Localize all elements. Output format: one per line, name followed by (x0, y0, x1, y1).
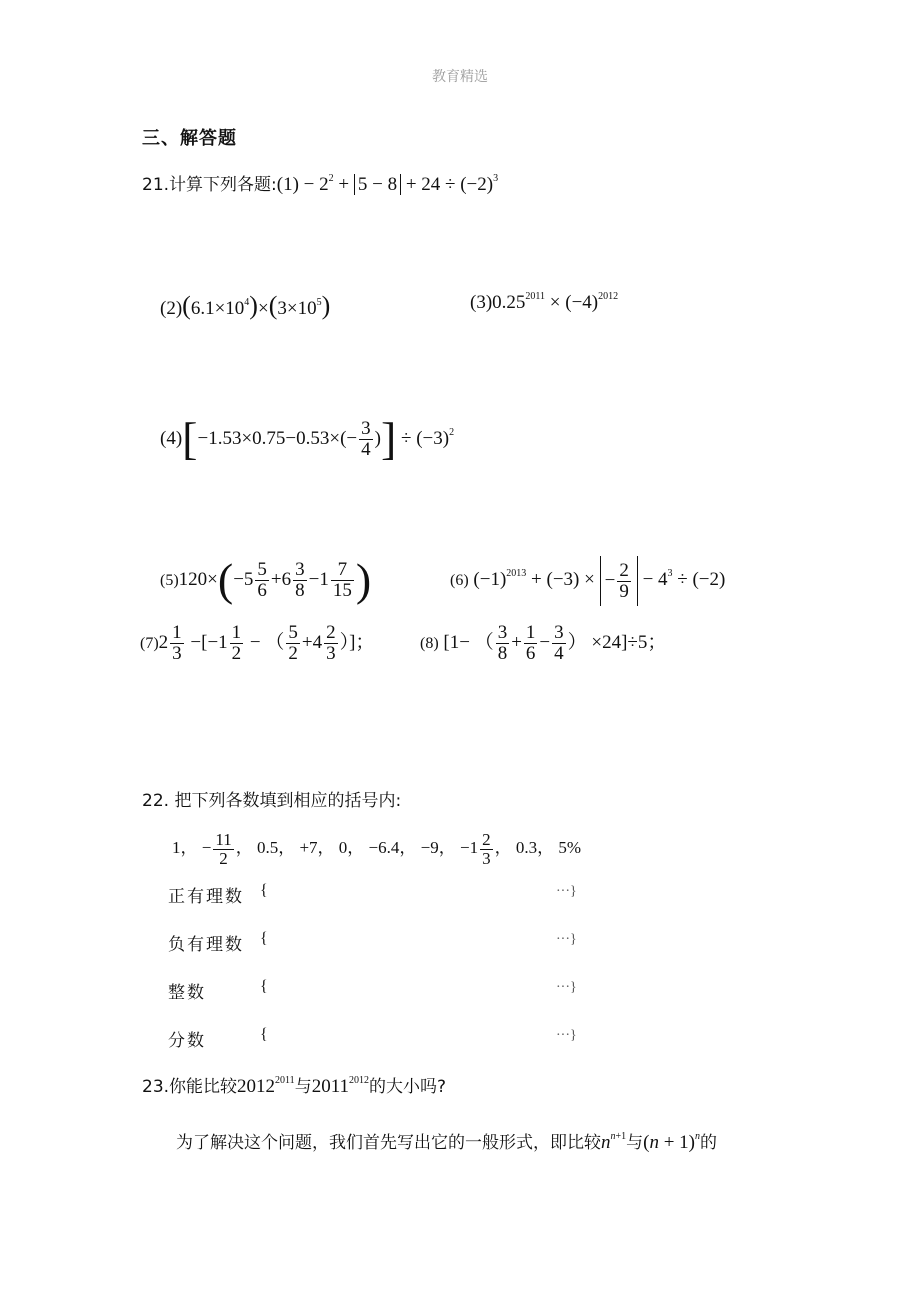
q22-row-negative (168, 930, 588, 955)
q21-p3 (470, 292, 618, 314)
q21-p7-label: (7) (140, 635, 159, 652)
q23-expr-d: $(n + 1)^n$ (643, 1131, 701, 1153)
q23-expr-c: $n^{n+1}$ (601, 1131, 627, 1153)
q23-title-a: 23.你能比较 (142, 1077, 238, 1097)
q21-p8-expression: [1− （ $\frac{3}{8}$ + $\frac{1}{6}$ − $\frac{3}{4}$ ） ×24]÷5； (438, 622, 667, 665)
q21-p8 (420, 618, 666, 668)
q21-p6-expression: $(-1)^{2013} + (-3)$ × − $\frac{2}{9}$ − $4^3 \div (-2)$ (469, 569, 726, 590)
q22-open-brace: { (260, 882, 268, 899)
q22-open-brace: { (260, 1026, 268, 1043)
q21-p7-expression: 2 $\frac{1}{3}$ −[−1 $\frac{1}{2}$ − （ $\frac{5}{2}$ +4 $\frac{2}{3}$ ）]； (158, 622, 375, 665)
q23-expr-b: $2011^{2012}$ (311, 1075, 369, 1097)
q23-expr-a: $2012^{2011}$ (237, 1075, 295, 1097)
q23-text-a: 为了解决这个问题，我们首先写出它的一般形式，即比较 (176, 1133, 601, 1153)
q21-intro: 21.计算下列各题: (142, 175, 277, 195)
q22-row-fraction (168, 1026, 588, 1051)
q22-title: 22. 把下列各数填到相应的括号内: (142, 791, 402, 811)
q21-line1 (142, 170, 498, 196)
q21-p4 (160, 414, 454, 464)
q21-p7 (140, 618, 374, 668)
q21-p6 (450, 554, 725, 606)
q21-p3-expression: $0.25^{2011} \times (-4)^{2012}$ (492, 291, 619, 313)
q23-title-c: 的大小吗? (368, 1077, 447, 1097)
q21-p8-label: (8) (420, 635, 439, 652)
q22-close-brace: ···} (556, 932, 577, 947)
q21-p5-expression: 120×(−5 $\frac{5}{6}$ +6 $\frac{3}{8}$ −1 $\frac{7}{15}$ ) (178, 554, 372, 606)
q23-text (176, 1128, 717, 1154)
q21-p5 (160, 554, 371, 606)
q21-p3-label: (3) (470, 292, 493, 313)
q22-close-brace: ···} (556, 1028, 577, 1043)
q22-category-label: 整数 (168, 983, 206, 1003)
section-title: 三、解答题 (142, 128, 237, 149)
q22-row-positive (168, 882, 588, 907)
q23-text-b: 与 (626, 1133, 644, 1153)
q22-close-brace: ···} (556, 980, 577, 995)
q22-row-integer (168, 978, 588, 1003)
page-header: 教育精选 (432, 69, 488, 85)
q22-close-brace: ···} (556, 884, 577, 899)
q22-number-list: 1， − $\frac{11}{2}$ ， 0.5， +7， 0， −6.4， −9， −1 $\frac{2}{3}$ ， 0.3， 5% (172, 829, 581, 868)
q21-p5-label: (5) (160, 572, 179, 589)
q21-p2 (160, 286, 330, 326)
q23-text-c: 的 (700, 1133, 718, 1153)
q22-open-brace: { (260, 930, 268, 947)
q21-p1-label: (1) (276, 174, 299, 195)
q21-p2-label: (2) (160, 298, 183, 319)
q22-category-label: 分数 (168, 1031, 206, 1051)
q21-p2-expression: $(6.1\times 10^4)\times(3\times 10^5)$ (182, 291, 331, 320)
q21-p1-expression: − $2^2 + 5 - 8 + 24 \div (-2)^3$ (298, 173, 499, 195)
q21-p4-label: (4) (160, 428, 183, 449)
q22-open-brace: { (260, 978, 268, 995)
q22-category-label: 负有理数 (168, 935, 244, 955)
q21-p4-expression: [−1.53×0.75−0.53×(− $\frac{3}{4}$ )] ÷ $(-3)^2$ (182, 413, 455, 465)
q22-category-label: 正有理数 (168, 887, 244, 907)
q23-title (142, 1072, 446, 1098)
q21-p6-label: (6) (450, 572, 469, 589)
q23-title-b: 与 (294, 1077, 312, 1097)
